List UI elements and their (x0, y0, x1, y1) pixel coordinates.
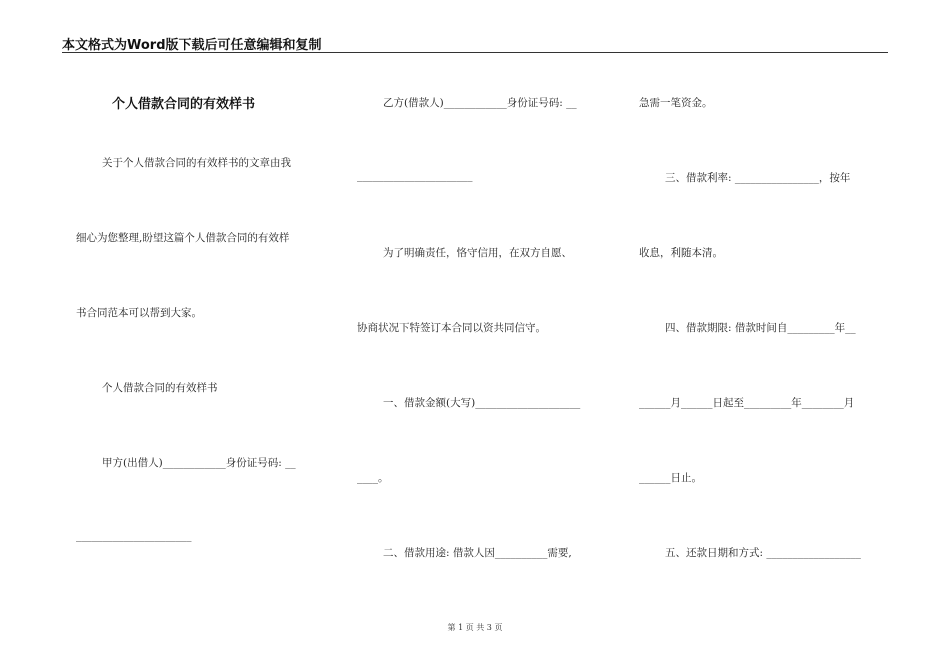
col2-line-6: ____。 (357, 472, 389, 484)
col1-line-6: ______________________ (76, 530, 192, 542)
col1-line-5: 甲方(出借人)____________身份证号码: __ (102, 457, 296, 469)
col3-line-2: 三、借款利率: ________________，按年 (665, 172, 851, 184)
col2-line-1: 乙方(借款人)____________身份证号码: __ (383, 97, 577, 109)
col3-line-5: ______月______日起至_________年________月 (639, 397, 855, 409)
col2-line-2: ______________________ (357, 170, 473, 182)
col2-line-4: 协商状况下特签订本合同以资共同信守。 (357, 322, 546, 334)
col1-line-3: 书合同范本可以帮到大家。 (76, 307, 202, 319)
col3-line-4: 四、借款期限: 借款时间自_________年__ (665, 322, 856, 334)
col2-line-3: 为了明确责任，恪守信用，在双方自愿、 (383, 247, 572, 259)
col3-line-1: 急需一笔资金。 (639, 97, 713, 109)
col3-line-3: 收息，利随本清。 (639, 247, 723, 259)
col1-line-4: 个人借款合同的有效样书 (102, 382, 218, 394)
document-header: 本文格式为Word版下载后可任意编辑和复制 (62, 38, 322, 53)
col3-line-6: ______日止。 (639, 472, 702, 484)
col2-line-7: 二、借款用途: 借款人因__________需要, (383, 547, 572, 559)
header-rule (62, 52, 888, 53)
document-title: 个人借款合同的有效样书 (112, 97, 256, 112)
col1-line-2: 细心为您整理,盼望这篇个人借款合同的有效样 (76, 232, 290, 244)
col1-line-1: 关于个人借款合同的有效样书的文章由我 (102, 157, 291, 169)
col3-line-7: 五、还款日期和方式: __________________ (665, 547, 861, 559)
page-number: 第 1 页 共 3 页 (447, 623, 503, 632)
col2-line-5: 一、借款金额(大写)____________________ (383, 397, 581, 409)
